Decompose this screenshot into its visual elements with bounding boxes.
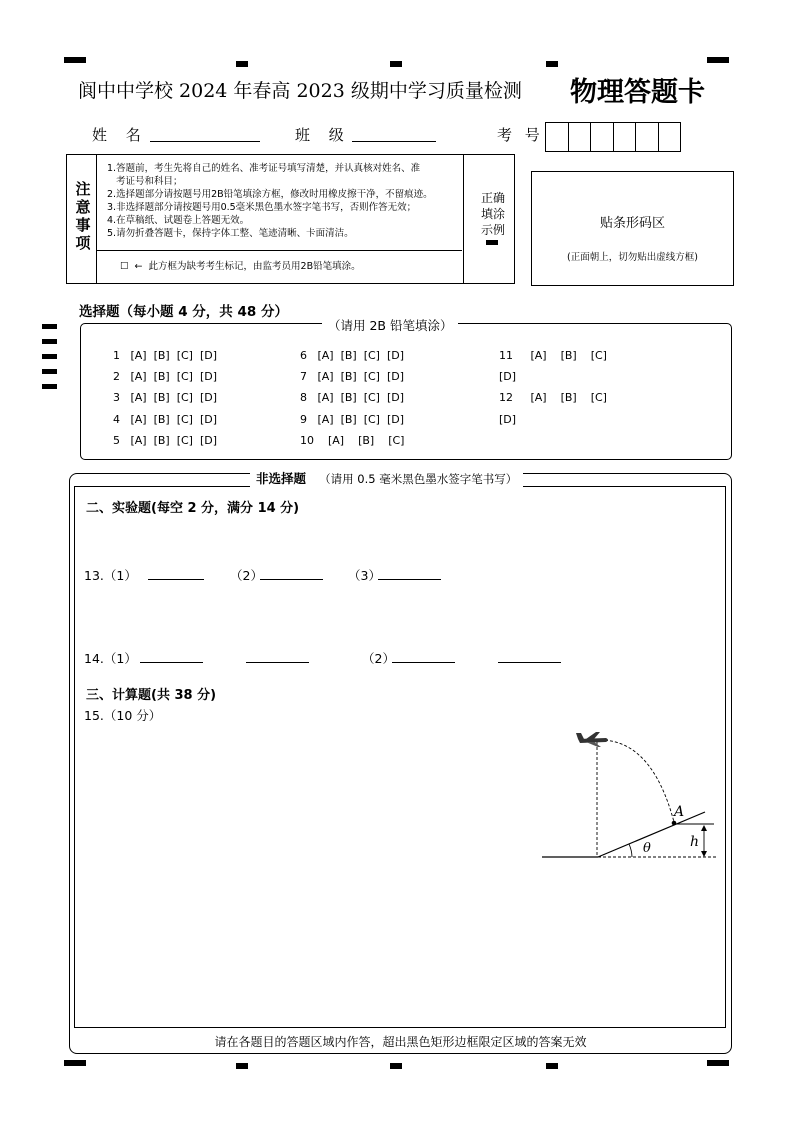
name-field[interactable] xyxy=(150,141,260,142)
point-a-label: A xyxy=(674,804,685,820)
timing-mark xyxy=(42,339,57,344)
alignment-mark xyxy=(707,1060,729,1066)
timing-mark xyxy=(42,369,57,374)
q14-part2-answer-a[interactable] xyxy=(392,662,455,663)
choice-row-2[interactable]: 2 [A] [B] [C] [D] xyxy=(113,370,218,383)
choice-title: 选择题（每小题 4 分，共 48 分） xyxy=(79,304,288,320)
timing-mark xyxy=(42,354,57,359)
name-label: 姓 名 xyxy=(92,126,141,144)
choice-instruction: （请用 2B 铅笔填涂） xyxy=(322,316,458,334)
q13-part2-label: （2） xyxy=(230,568,263,583)
alignment-mark xyxy=(707,57,729,63)
choice-row-10[interactable]: 10 [A] [B] [C] xyxy=(300,434,405,447)
class-field[interactable] xyxy=(352,141,436,142)
angle-theta-label: θ xyxy=(643,841,651,856)
choice-row-3[interactable]: 3 [A] [B] [C] [D] xyxy=(113,391,218,404)
q14-part2-label: （2） xyxy=(362,651,395,666)
q14-part1-label: 14.（1） xyxy=(84,651,137,666)
alignment-mark xyxy=(546,1063,558,1069)
timing-mark xyxy=(42,324,57,329)
q14-part1-answer-b[interactable] xyxy=(246,662,309,663)
notice-side-label: 注 意 事 项 xyxy=(75,180,91,252)
sheet-title: 物理答题卡 xyxy=(570,77,705,108)
choice-row-6[interactable]: 6 [A] [B] [C] [D] xyxy=(300,349,405,362)
choice-row-11[interactable]: 11 [A] [B] [C] xyxy=(499,349,607,362)
correct-fill-label: 正确 填涂 示例 xyxy=(480,191,505,237)
class-label: 班 级 xyxy=(295,126,344,144)
q13-part3-answer[interactable] xyxy=(378,579,441,580)
barcode-title: 贴条形码区 xyxy=(599,216,665,231)
choice-row-12-d[interactable]: [D] xyxy=(499,413,517,426)
choice-row-1[interactable]: 1 [A] [B] [C] [D] xyxy=(113,349,218,362)
notice-items: 1.答题前，考生先将自己的姓名、准考证号填写清楚，并认真核对姓名、准 考证号和科目； 2.选择题部分请按题号用2B铅笔填涂方框，修改时用橡皮擦干净，不留痕迹。 3.非选择题部分请按题号用0.5毫米黑色墨水签字笔书写，否则作答无效； 4.在草稿纸、试题卷上答题无效。 5.请勿折叠答题卡，保持字体工整、笔迹清晰、卡面清洁。 xyxy=(107,163,433,239)
choice-row-11-d[interactable]: [D] xyxy=(499,370,517,383)
height-h-label: h xyxy=(690,834,700,850)
section2-title: 二、实验题(每空 2 分，满分 14 分) xyxy=(86,501,300,516)
alignment-mark xyxy=(64,1060,86,1066)
choice-row-12[interactable]: 12 [A] [B] [C] xyxy=(499,391,607,404)
q14-part2-answer-b[interactable] xyxy=(498,662,561,663)
q14-part1-answer-a[interactable] xyxy=(140,662,203,663)
alignment-mark xyxy=(236,61,248,67)
q13-part1-answer[interactable] xyxy=(148,579,204,580)
choice-row-8[interactable]: 8 [A] [B] [C] [D] xyxy=(300,391,405,404)
projectile-incline-figure xyxy=(540,728,720,863)
alignment-mark xyxy=(546,61,558,67)
non-choice-header: 非选择题 （请用 0.5 毫米黑色墨水签字笔书写） xyxy=(250,468,523,487)
q13-part3-label: （3） xyxy=(348,568,381,583)
q13-part1-label: 13.（1） xyxy=(84,568,137,583)
footer-note: 请在各题目的答题区域内作答，超出黑色矩形边框限定区域的答案无效 xyxy=(214,1035,587,1049)
section3-title: 三、计算题(共 38 分) xyxy=(86,688,217,703)
barcode-note: (正面朝上，切勿贴出虚线方框) xyxy=(567,252,698,263)
q13-part2-answer[interactable] xyxy=(260,579,323,580)
exam-number-boxes[interactable] xyxy=(545,122,681,152)
exam-title: 阆中中学校 2024 年春高 2023 级期中学习质量检测 xyxy=(78,80,522,102)
alignment-mark xyxy=(390,1063,402,1069)
timing-mark xyxy=(42,384,57,389)
choice-row-7[interactable]: 7 [A] [B] [C] [D] xyxy=(300,370,405,383)
q15-label: 15.（10 分） xyxy=(84,708,162,723)
choice-row-5[interactable]: 5 [A] [B] [C] [D] xyxy=(113,434,218,447)
airplane-icon xyxy=(576,732,608,747)
alignment-mark xyxy=(390,61,402,67)
choice-row-9[interactable]: 9 [A] [B] [C] [D] xyxy=(300,413,405,426)
choice-row-4[interactable]: 4 [A] [B] [C] [D] xyxy=(113,413,218,426)
exam-number-label: 考 号 xyxy=(497,126,540,144)
absent-note: ☐ ← 此方框为缺考考生标记，由监考员用2B铅笔填涂。 xyxy=(120,261,361,272)
alignment-mark xyxy=(236,1063,248,1069)
correct-fill-example xyxy=(486,240,498,245)
alignment-mark xyxy=(64,57,86,63)
